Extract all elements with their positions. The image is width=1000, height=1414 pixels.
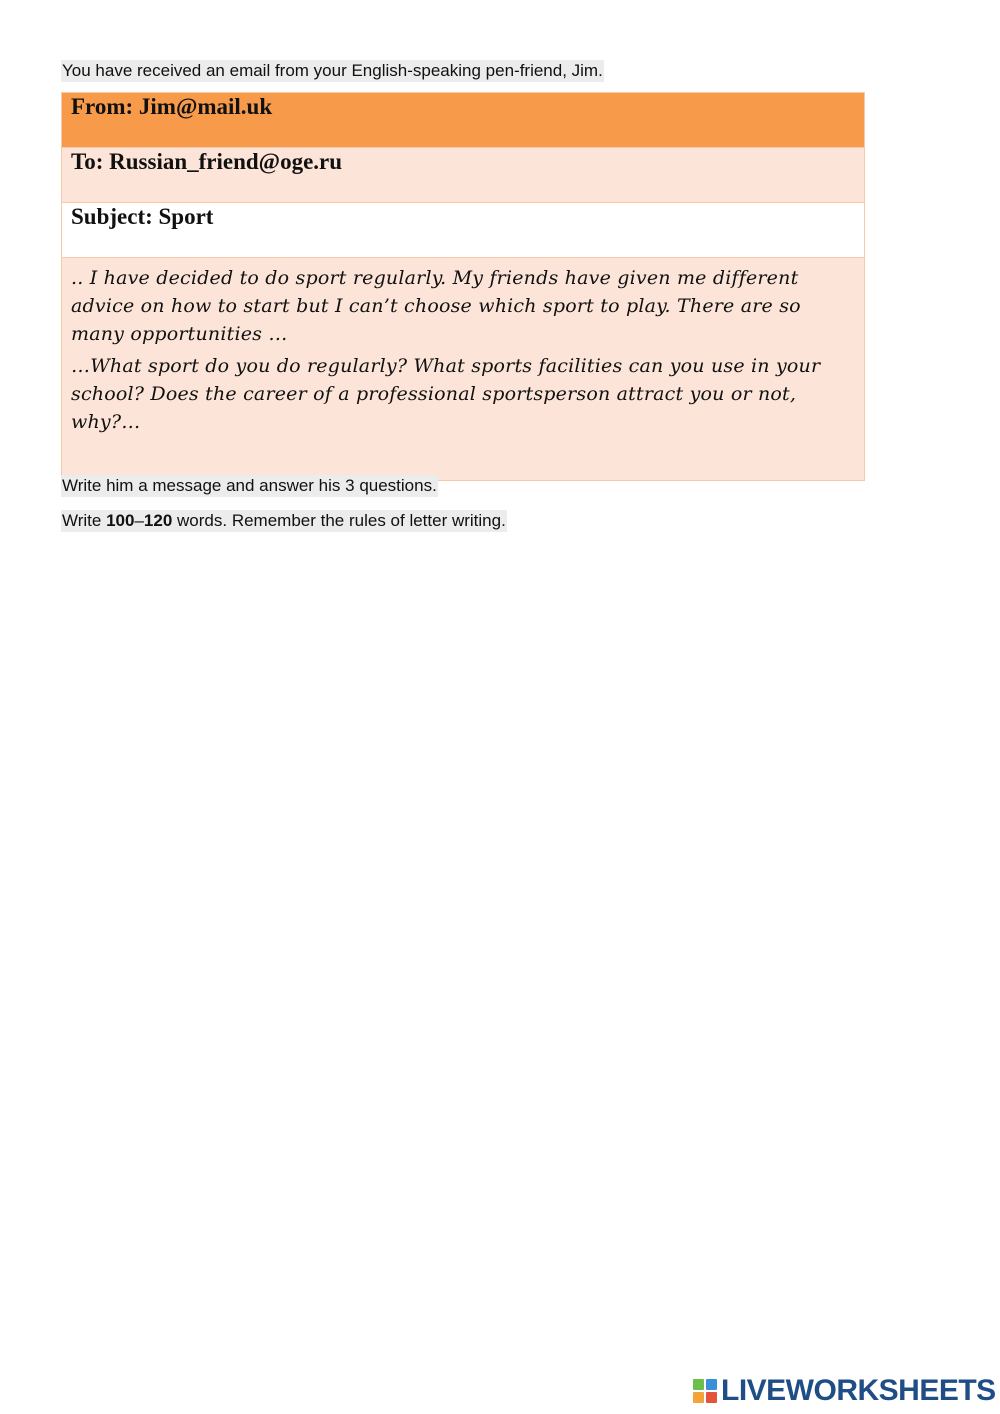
logo-square-orange: [693, 1392, 704, 1403]
instruction-1-text: Write him a message and answer his 3 questions.: [62, 476, 437, 495]
logo-square-red: [706, 1392, 717, 1403]
email-body-paragraph-2: …What sport do you do regularly? What sports facilities can you use in your school? Does the career of a professional sportsperson attract you or not, why?…: [71, 355, 821, 433]
email-to-row: [62, 148, 864, 203]
email-body-paragraph-1: .. I have decided to do sport regularly. My friends have given me different advice on how to start but I can’t choose which sport to play. There are so many opportunities …: [71, 267, 801, 345]
instruction-2-text: [61, 510, 507, 532]
email-from: From: Jim@mail.uk: [71, 94, 273, 119]
email-body: [62, 258, 864, 480]
email-subject-row: [62, 203, 864, 258]
instruction-line-2: [61, 510, 507, 532]
intro-text: [61, 60, 604, 82]
email-to: To: Russian_friend@oge.ru: [71, 149, 343, 174]
instruction-2-post: words. Remember the rules of letter writing.: [172, 511, 506, 530]
instruction-2-pre: Write: [62, 511, 107, 530]
intro-text-content: You have received an email from your English-speaking pen-friend, Jim.: [62, 61, 603, 80]
logo-square-blue: [706, 1379, 717, 1390]
word-count-max: 120: [143, 511, 173, 530]
email-from-row: [62, 93, 864, 148]
word-count-dash: –: [134, 511, 144, 530]
liveworksheets-brand: [693, 1374, 996, 1408]
liveworksheets-wordmark: LIVEWORKSHEETS: [721, 1374, 996, 1407]
email-table: [61, 92, 865, 481]
logo-square-green: [693, 1379, 704, 1390]
word-count-min: 100: [106, 511, 135, 530]
instruction-line-1: [61, 475, 438, 497]
email-subject: Subject: Sport: [71, 204, 214, 229]
liveworksheets-logo-icon: [693, 1379, 717, 1403]
